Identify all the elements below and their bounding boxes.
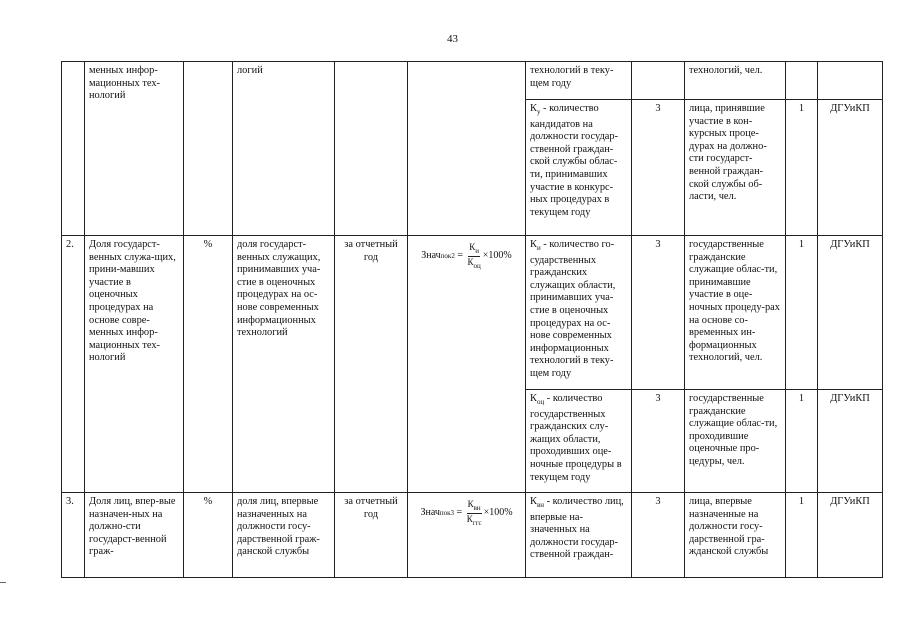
row-number-cell: 3. [62,493,85,578]
variable-cell [526,236,632,390]
formula-tail: ×100% [482,250,512,261]
formula-cell [408,62,526,236]
unit-cell: % [184,493,233,578]
table-row [62,62,883,100]
formula-lhs: Знач [421,250,441,261]
formula [421,242,511,271]
formula-lhs: Знач [420,507,440,518]
formula-equals: = [454,507,465,518]
variable-text: - количество лиц, впервые на-значенных на должности государ-ственной граждан- [530,496,624,561]
variable-symbol: К [530,103,537,114]
source-cell: технологий, чел. [685,62,786,100]
org-cell: ДГУиКП [818,390,883,493]
code-cell: 3 [632,493,685,578]
formula-fraction [466,242,481,271]
variable-text: - количество государственных гражданских слу-жащих области, проходивших оце-ночные процедуры в текущем году [530,393,622,483]
formula-denominator: $К_{ггс}$ [466,513,482,527]
code-cell: 3 [632,236,685,390]
page-number: 43 [447,33,458,45]
period-cell [335,62,408,236]
formula-tail: ×100% [483,507,513,518]
source-cell: лица, впервые назначенные на должности госу-дарственной гра-жданской службы [685,493,786,578]
variable-cell [526,100,632,236]
variable-cell [526,493,632,578]
formula-lhs-sub: пок2 [440,252,455,260]
indicator-name-cell: Доля государст-венных служа-щих, прини-мавших участие в оценочных процедурах на основе совре-менных инфор-мационных тех-нологий [85,236,184,493]
org-cell [818,62,883,100]
row-number-cell: 2. [62,236,85,493]
variable-symbol: К [530,239,537,250]
org-cell: ДГУиКП [818,493,883,578]
indicator-name-cell: менных инфор-мационных тех-нологий [85,62,184,236]
source-cell: государственные гражданские служащие облас-ти, принимавшие участие в оце-ночных процеду-рах на основе со-временных ин-формационных технологий, чел. [685,236,786,390]
formula-numerator: $К_{вн}$ [467,499,481,512]
variable-symbol: К [530,393,537,404]
variable-cell [526,62,632,100]
period-cell: за отчетный год [335,236,408,493]
margin-mark [0,582,6,583]
variable-subscript: оц [536,398,545,407]
formula [420,499,512,528]
coef-cell: 1 [786,236,818,390]
coef-cell: 1 [786,100,818,236]
code-cell: 3 [632,390,685,493]
code-cell [632,62,685,100]
coef-cell: 1 [786,390,818,493]
period-cell: за отчетный год [335,493,408,578]
variable-subscript: и [536,244,541,253]
formula-lhs-sub: пок3 [439,509,455,517]
formula-denominator: $К_{оц}$ [467,256,481,270]
formula-cell [408,493,526,578]
coef-cell: 1 [786,493,818,578]
variable-text: - количество го-сударственных гражданских служащих области, принимавших уча-стие в оценочных процедурах на ос-нове современных информационных технологий в теку-щем году [530,239,616,380]
source-cell: лица, принявшие участие в кон-курсных проце-дурах на должно-сти государст-венной граждан-ской службы об-ласти, чел. [685,100,786,236]
formula-numerator: $К_и$ [469,242,479,255]
code-cell: 3 [632,100,685,236]
coef-cell [786,62,818,100]
variable-text: - количество кандидатов на должности государ-ственной граждан-ской службы облас-ти, принимавших участие в конкурс-ных процедурах в текущем году [530,103,619,218]
variable-cell [526,390,632,493]
unit-cell [184,62,233,236]
row-number-cell [62,62,85,236]
definition-cell: доля лиц, впервые назначенных на должности госу-дарственной граж-данской службы [233,493,335,578]
definition-cell: логий [233,62,335,236]
unit-cell: % [184,236,233,493]
formula-equals: = [454,250,466,261]
formula-cell [408,236,526,493]
variable-text: технологий в теку-щем году [530,65,614,89]
org-cell: ДГУиКП [818,236,883,390]
source-cell: государственные гражданские служащие облас-ти, проходившие оценочные про-цедуры, чел. [685,390,786,493]
table-row [62,236,883,390]
table-row [62,493,883,578]
variable-symbol: К [530,496,537,507]
formula-fraction [466,499,483,528]
variable-subscript: у [536,108,541,117]
org-cell: ДГУиКП [818,100,883,236]
variable-subscript: вн [536,501,544,510]
indicator-table [61,61,883,578]
indicator-name-cell: Доля лиц, впер-вые назначен-ных на должно-сти государст-венной граж- [85,493,184,578]
definition-cell: доля государст-венных служащих, принимавших уча-стие в оценочных процедурах на ос-нове современных информационных технологий [233,236,335,493]
